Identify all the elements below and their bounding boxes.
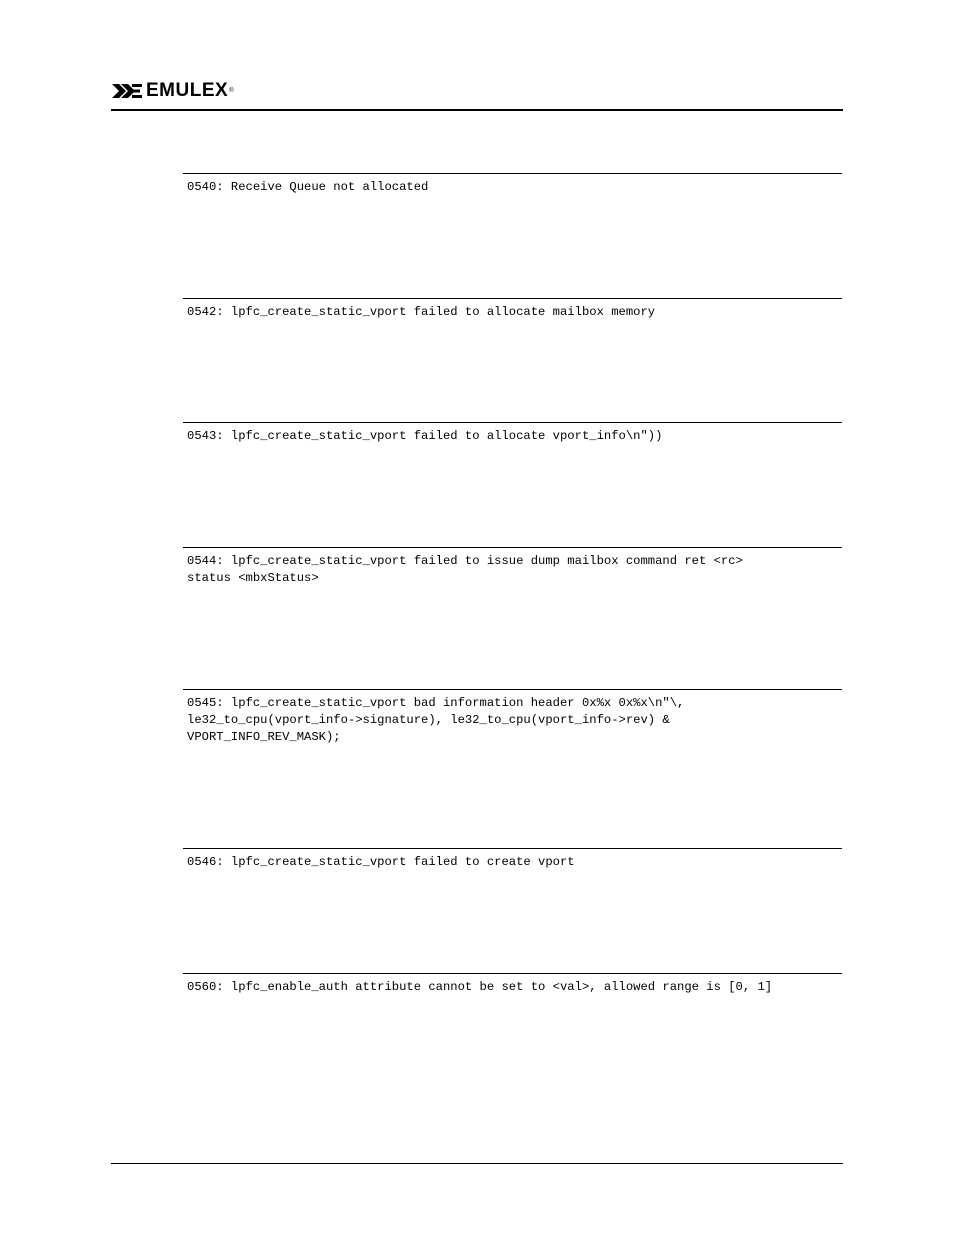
log-entry-0540 (183, 173, 842, 196)
page-header (111, 78, 843, 111)
log-message: 0545: lpfc_create_static_vport bad information header 0x%x 0x%x\n"\, le32_to_cpu(vport_info->signature), le32_to_cpu(vport_info->rev) & VPORT_INFO_REV_MASK); (187, 696, 685, 744)
log-entry-0545 (183, 689, 842, 746)
log-message: 0544: lpfc_create_static_vport failed to issue dump mailbox command ret <rc> status <mbxStatus> (187, 554, 743, 585)
log-message: 0540: Receive Queue not allocated (187, 180, 429, 194)
emulex-logo-icon (111, 82, 143, 100)
log-message: 0560: lpfc_enable_auth attribute cannot be set to <val>, allowed range is [0, 1] (187, 980, 773, 994)
trademark-symbol: ® (229, 88, 234, 94)
log-message: 0542: lpfc_create_static_vport failed to allocate mailbox memory (187, 305, 656, 319)
brand-name: EMULEX (146, 80, 229, 101)
log-message: 0543: lpfc_create_static_vport failed to allocate vport_info\n")) (187, 429, 663, 443)
log-entry-0542 (183, 298, 842, 321)
log-entry-0560 (183, 973, 842, 996)
footer-divider (111, 1163, 843, 1164)
log-entry-0546 (183, 848, 842, 871)
log-message: 0546: lpfc_create_static_vport failed to create vport (187, 855, 575, 869)
emulex-logo (111, 81, 234, 101)
log-entry-0543 (183, 422, 842, 445)
log-entry-0544 (183, 547, 842, 587)
